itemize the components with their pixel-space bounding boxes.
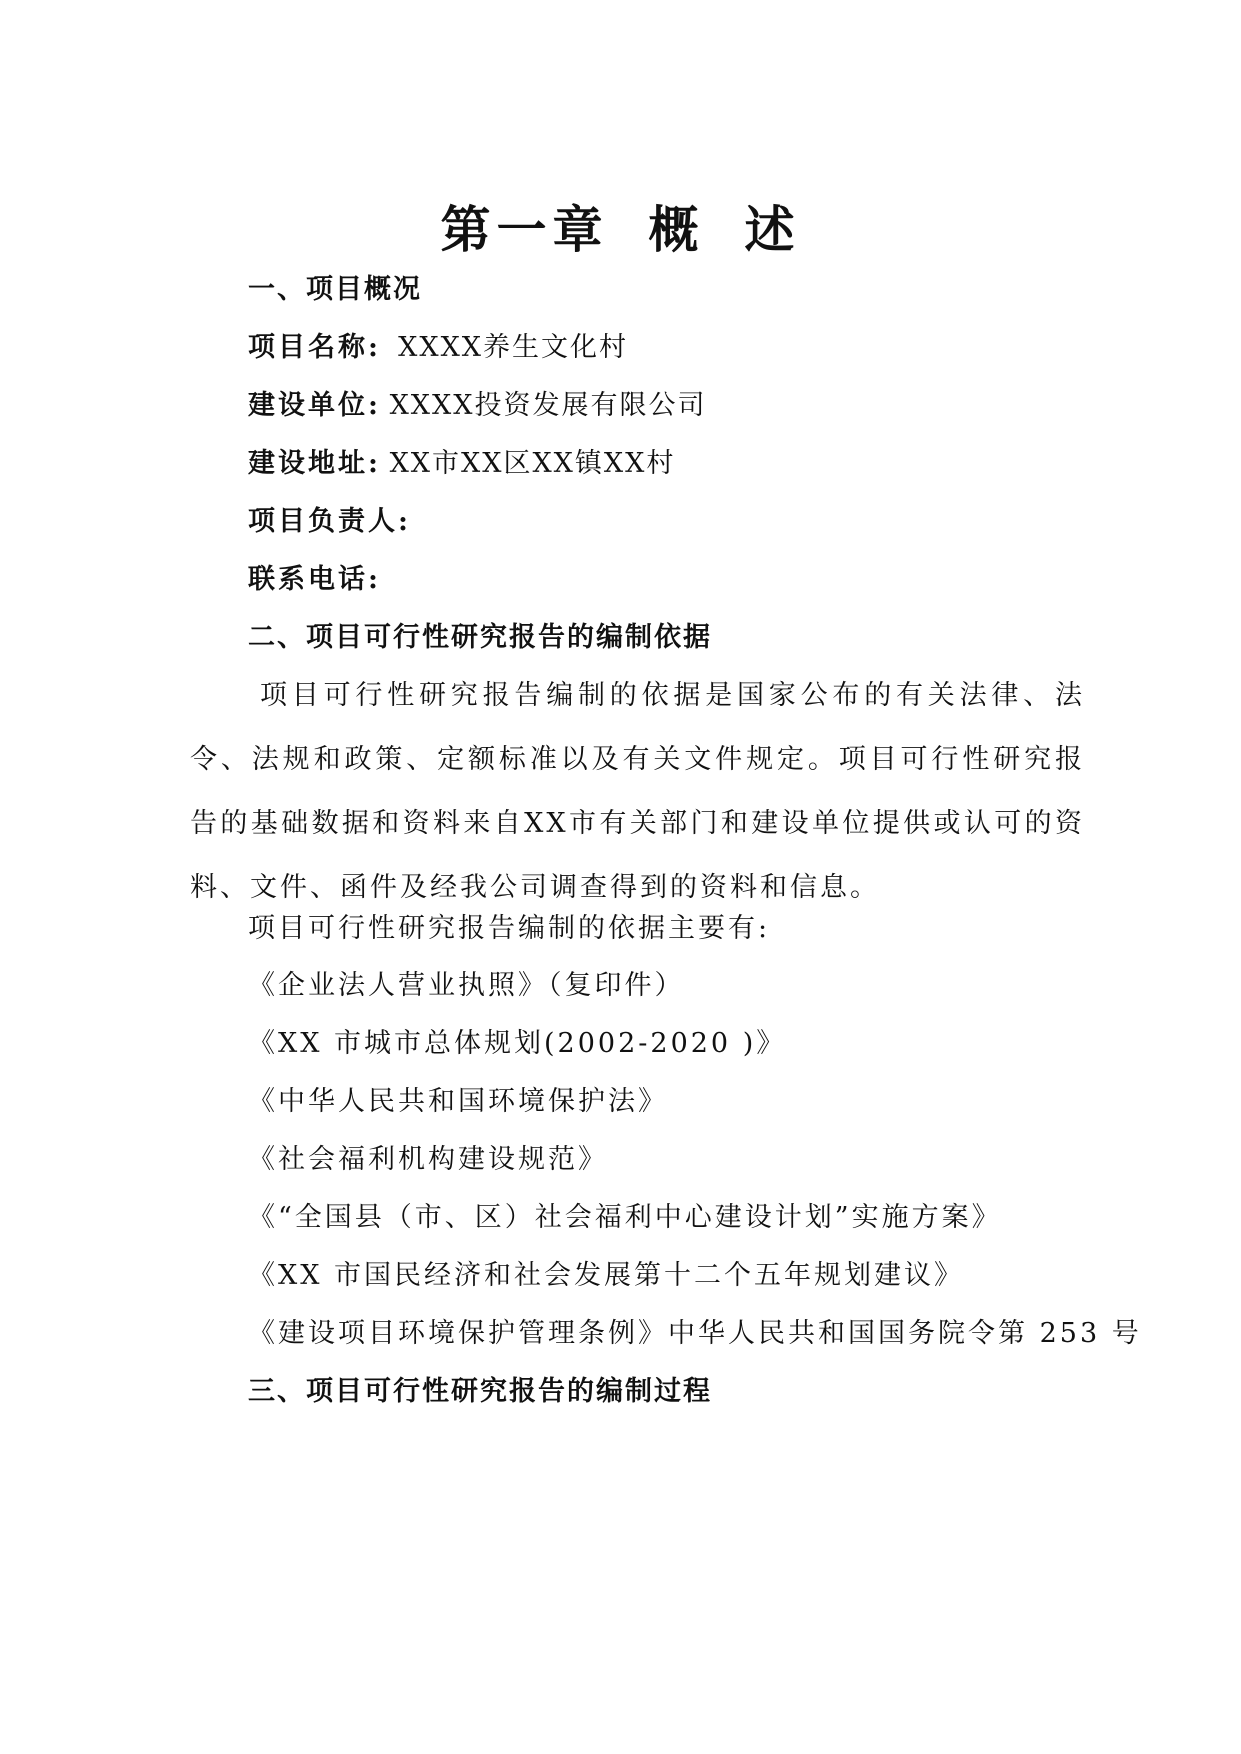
- basis-item: 《企业法人营业执照》（复印件）: [248, 970, 685, 1001]
- field-label: 建设地址: [248, 448, 368, 479]
- basis-item: 《XX 市城市总体规划(2002-2020 )》: [248, 1028, 787, 1059]
- field-label: 建设单位: [248, 390, 368, 421]
- field-value: XXXX养生文化村: [398, 332, 629, 363]
- chapter-title: [0, 195, 1241, 265]
- basis-item: 《“全国县（市、区）社会福利中心建设计划”实施方案》: [248, 1202, 1002, 1233]
- field-construction-unit: 建设单位: XXXX投资发展有限公司: [248, 390, 707, 421]
- field-value: XX市XX区XX镇XX村: [389, 448, 676, 479]
- field-construction-address: 建设地址: XX市XX区XX镇XX村: [248, 448, 676, 479]
- field-label: 联系电话: [248, 564, 368, 595]
- basis-paragraph: 项目可行性研究报告编制的依据是国家公布的有关法律、法令、法规和政策、定额标准以及有关文件规定。项目可行性研究报告的基础数据和资料来自XX市有关部门和建设单位提供或认可的资料、文件、函件及经我公司调查得到的资料和信息。: [190, 680, 1085, 903]
- basis-item: 《中华人民共和国环境保护法》: [248, 1086, 668, 1117]
- chapter-title-char-2: 述: [744, 201, 801, 259]
- chapter-title-char-1: 概: [648, 201, 705, 259]
- field-project-manager: 项目负责人:: [248, 506, 411, 537]
- field-label: 项目负责人: [248, 506, 398, 537]
- field-label: 项目名称: [248, 332, 368, 363]
- section-heading-process: 三、项目可行性研究报告的编制过程: [248, 1376, 712, 1407]
- section-heading-basis: 二、项目可行性研究报告的编制依据: [248, 622, 712, 653]
- basis-item: 《建设项目环境保护管理条例》中华人民共和国国务院令第 253 号: [248, 1318, 1142, 1349]
- basis-item: 《社会福利机构建设规范》: [248, 1144, 608, 1175]
- chapter-number: 第一章: [440, 201, 609, 259]
- field-value: XXXX投资发展有限公司: [389, 390, 707, 421]
- field-contact-phone: 联系电话:: [248, 564, 381, 595]
- basis-item: 《XX 市国民经济和社会发展第十二个五年规划建议》: [248, 1260, 965, 1291]
- field-project-name: 项目名称: XXXX养生文化村: [248, 332, 629, 363]
- basis-intro: 项目可行性研究报告编制的依据主要有:: [248, 913, 771, 944]
- section-heading-overview: 一、项目概况: [248, 274, 422, 305]
